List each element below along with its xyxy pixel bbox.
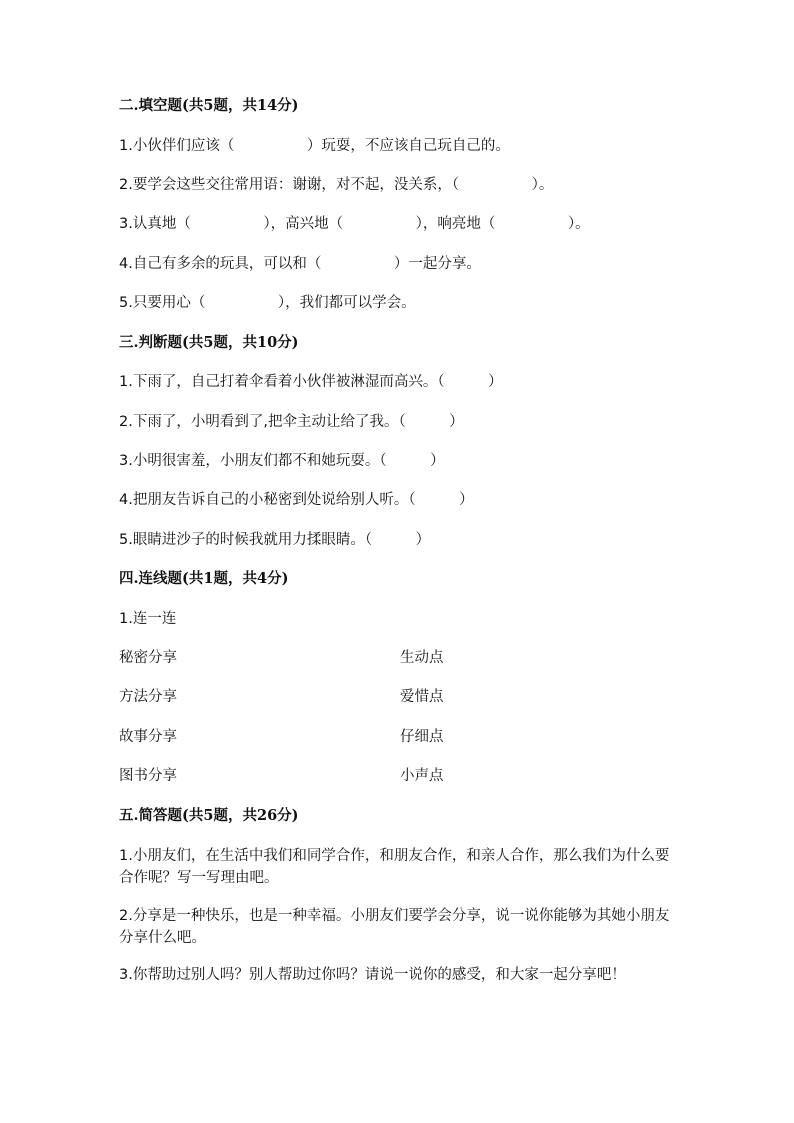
matching-left-item: 方法分享	[119, 689, 177, 705]
short-answer-question-1: 1.小朋友们，在生活中我们和同学合作，和朋友合作，和亲人合作，那么我们为什么要合作呢？写一写理由吧。	[119, 848, 670, 886]
section-heading-short-answer: 五.简答题(共5题，共26分)	[119, 807, 299, 824]
section-heading-true-false: 三.判断题(共5题，共10分)	[119, 334, 299, 351]
matching-right-item: 仔细点	[400, 729, 444, 745]
matching-right-item: 小声点	[400, 768, 444, 784]
true-false-question-1: 1.下雨了，自己打着伞看着小伙伴被淋湿而高兴。（ ）	[119, 374, 503, 390]
true-false-question-4: 4.把朋友告诉自己的小秘密到处说给别人听。（ ）	[119, 492, 474, 508]
fill-blank-question-1: 1.小伙伴们应该（ ）玩耍，不应该自己玩自己的。	[119, 138, 510, 154]
matching-row	[119, 687, 444, 707]
matching-left-item: 图书分享	[119, 768, 177, 784]
matching-left-item: 故事分享	[119, 729, 177, 745]
true-false-question-5: 5.眼睛进沙子的时候我就用力揉眼睛。（ ）	[119, 532, 431, 548]
matching-row	[119, 727, 444, 747]
matching-right-item: 生动点	[400, 650, 444, 666]
short-answer-question-3: 3.你帮助过别人吗？别人帮助过你吗？请说一说你的感受，和大家一起分享吧！	[119, 967, 626, 983]
fill-blank-question-4: 4.自己有多余的玩具，可以和（ ）一起分享。	[119, 256, 481, 272]
matching-question: 1.连一连	[119, 611, 177, 627]
matching-row	[119, 648, 444, 668]
matching-left-item: 秘密分享	[119, 650, 177, 666]
matching-row	[119, 766, 444, 786]
short-answer-question-2: 2.分享是一种快乐，也是一种幸福。小朋友们要学会分享，说一说你能够为其她小朋友分享什么吧。	[119, 908, 670, 946]
section-heading-matching: 四.连线题(共1题，共4分)	[119, 570, 289, 587]
section-heading-fill-blank: 二.填空题(共5题，共14分)	[119, 97, 299, 114]
matching-right-item: 爱惜点	[400, 689, 444, 705]
true-false-question-2: 2.下雨了，小明看到了,把伞主动让给了我。（ ）	[119, 414, 464, 430]
true-false-question-3: 3.小明很害羞，小朋友们都不和她玩耍。（ ）	[119, 453, 445, 469]
fill-blank-question-2: 2.要学会这些交往常用语：谢谢，对不起，没关系，（ ）。	[119, 177, 554, 193]
fill-blank-question-3: 3.认真地（ ），高兴地（ ），响亮地（ ）。	[119, 216, 590, 232]
fill-blank-question-5: 5.只要用心（ ），我们都可以学会。	[119, 295, 416, 311]
